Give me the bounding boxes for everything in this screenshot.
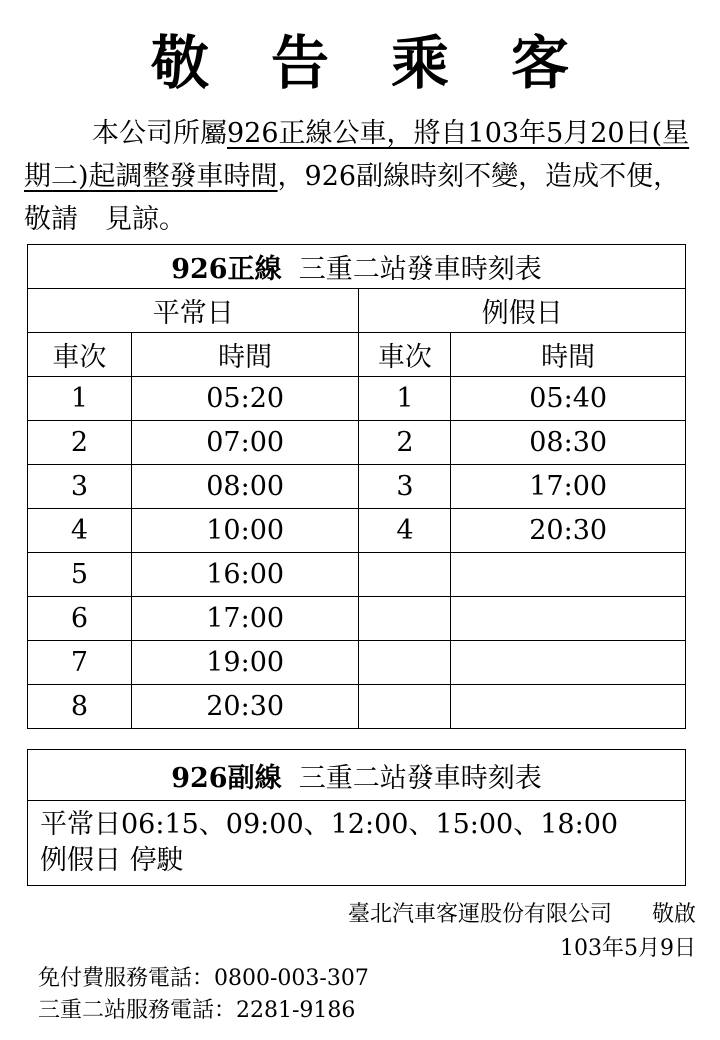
table-row xyxy=(28,377,686,421)
sub-table-title: 三重二站發車時刻表 xyxy=(298,762,542,794)
holiday-time xyxy=(451,553,686,597)
weekday-run: 2 xyxy=(28,421,132,465)
contact-phones xyxy=(38,963,369,1027)
holiday-time: 17:00 xyxy=(451,465,686,509)
table-row xyxy=(28,641,686,685)
company-signature xyxy=(348,900,696,930)
main-table-title: 三重二站發車時刻表 xyxy=(298,254,542,285)
notice-paragraph xyxy=(24,112,704,241)
notice-part1: 本公司所屬 xyxy=(92,118,227,149)
weekday-time: 08:00 xyxy=(131,465,359,509)
sub-line-name: 926副線 xyxy=(171,762,282,794)
sub-table-body xyxy=(28,801,686,886)
sub-line-schedule-table xyxy=(27,749,686,886)
weekday-time: 10:00 xyxy=(131,509,359,553)
sub-table-caption xyxy=(28,750,686,801)
weekday-run: 8 xyxy=(28,685,132,729)
holiday-run xyxy=(359,553,451,597)
holiday-run: 3 xyxy=(359,465,451,509)
respect-closing: 敬啟 xyxy=(651,902,696,927)
weekday-time: 05:20 xyxy=(131,377,359,421)
notice-underlined: 926正線公車，將自103年5月20日(星期二)起調整發車時間 xyxy=(24,118,690,192)
notice-date: 103年5月9日 xyxy=(560,936,696,961)
weekday-run: 6 xyxy=(28,597,132,641)
holiday-time: 20:30 xyxy=(451,509,686,553)
holiday-run: 1 xyxy=(359,377,451,421)
holiday-time xyxy=(451,597,686,641)
holiday-run xyxy=(359,597,451,641)
holiday-run xyxy=(359,641,451,685)
company-name: 臺北汽車客運股份有限公司 xyxy=(347,902,612,927)
sub-weekday-times: 平常日06:15、09:00、12:00、15:00、18:00 xyxy=(40,809,619,840)
station-phone: 三重二站服務電話：2281-9186 xyxy=(38,998,356,1023)
holiday-time: 08:30 xyxy=(451,421,686,465)
table-row xyxy=(28,421,686,465)
table-row xyxy=(28,553,686,597)
main-line-name: 926正線 xyxy=(171,254,282,285)
notice-part2: ，926副線時刻不變，造成不便，敬請 見諒。 xyxy=(24,161,681,235)
weekday-run: 4 xyxy=(28,509,132,553)
holiday-run-header: 車次 xyxy=(359,333,451,377)
weekday-run: 3 xyxy=(28,465,132,509)
holiday-run: 4 xyxy=(359,509,451,553)
weekday-run: 7 xyxy=(28,641,132,685)
weekday-time: 17:00 xyxy=(131,597,359,641)
weekday-header: 平常日 xyxy=(28,289,359,333)
holiday-run xyxy=(359,685,451,729)
holiday-header: 例假日 xyxy=(359,289,686,333)
sub-holiday-note: 例假日 停駛 xyxy=(40,845,184,876)
table-row xyxy=(28,509,686,553)
toll-free-phone: 免付費服務電話：0800-003-307 xyxy=(38,966,369,991)
holiday-time xyxy=(451,685,686,729)
main-table-caption xyxy=(28,245,686,289)
table-row xyxy=(28,685,686,729)
holiday-time-header: 時間 xyxy=(451,333,686,377)
main-line-schedule-table xyxy=(27,244,686,729)
holiday-time: 05:40 xyxy=(451,377,686,421)
weekday-time: 20:30 xyxy=(131,685,359,729)
weekday-time: 19:00 xyxy=(131,641,359,685)
weekday-time: 07:00 xyxy=(131,421,359,465)
page-title: 敬告乘客 xyxy=(150,29,631,97)
holiday-run: 2 xyxy=(359,421,451,465)
table-row xyxy=(28,465,686,509)
table-row xyxy=(28,597,686,641)
weekday-time: 16:00 xyxy=(131,553,359,597)
weekday-run: 5 xyxy=(28,553,132,597)
weekday-run: 1 xyxy=(28,377,132,421)
holiday-time xyxy=(451,641,686,685)
weekday-run-header: 車次 xyxy=(28,333,132,377)
weekday-time-header: 時間 xyxy=(131,333,359,377)
